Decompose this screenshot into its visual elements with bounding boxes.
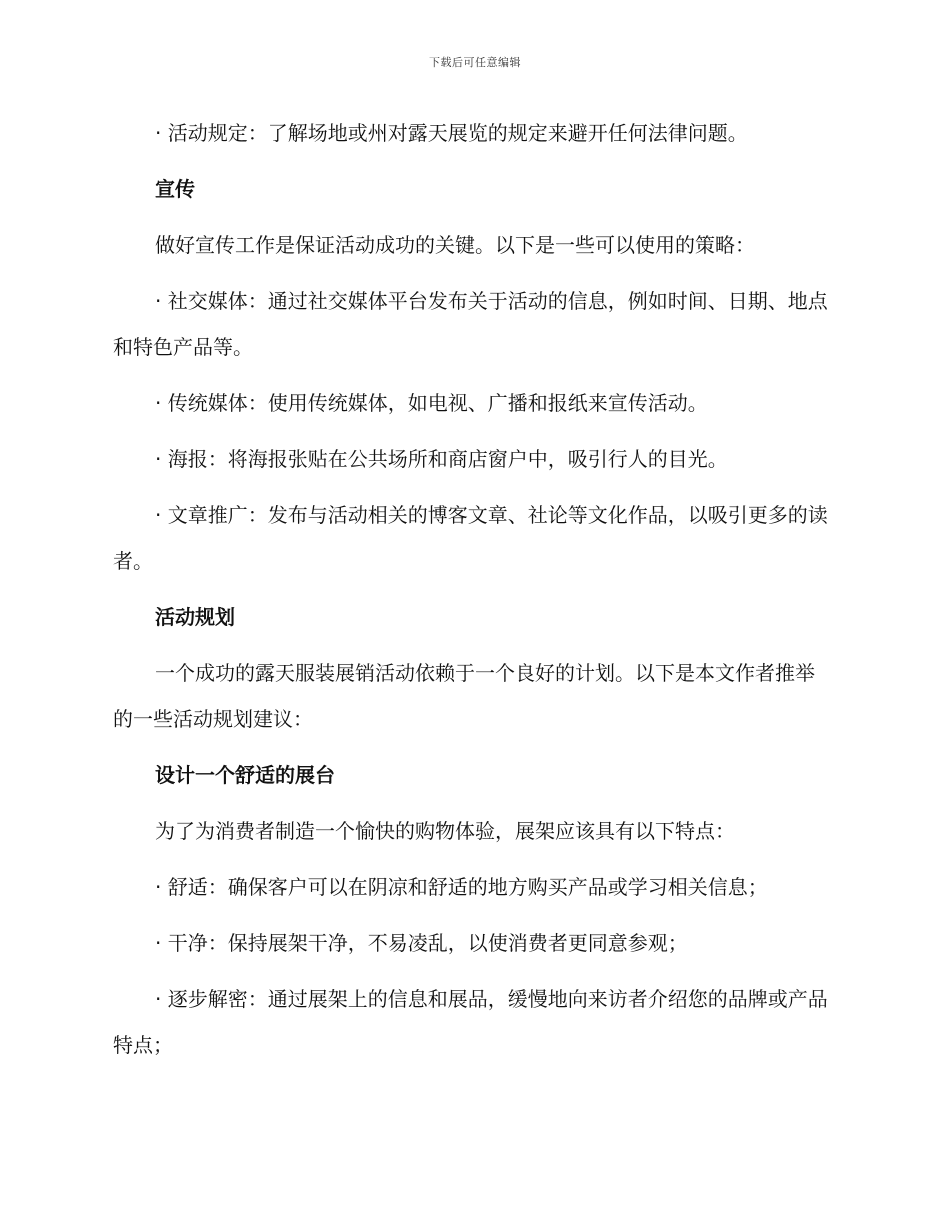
bullet-gradual-reveal: · 逐步解密：通过展架上的信息和展品，缓慢地向来访者介绍您的品牌或产品特点；: [113, 987, 828, 1057]
bullet-social-media: · 社交媒体：通过社交媒体平台发布关于活动的信息，例如时间、日期、地点和特色产品等。: [113, 289, 828, 359]
document-body: [113, 110, 833, 1078]
bullet-clean: · 干净：保持展架干净，不易凌乱，以使消费者更同意参观；: [155, 931, 688, 955]
bullet-activity-rules: · 活动规定：了解场地或州对露天展览的规定来避开任何法律问题。: [155, 121, 748, 145]
header-note: 下载后可任意编辑: [429, 56, 521, 69]
heading-booth-design: 设计一个舒适的展台: [155, 763, 335, 787]
bullet-article-promotion: · 文章推广：发布与活动相关的博客文章、社论等文化作品，以吸引更多的读者。: [113, 503, 828, 573]
planning-intro: 一个成功的露天服装展销活动依赖于一个良好的计划。以下是本文作者推举的一些活动规划建议：: [113, 661, 815, 731]
booth-intro: 为了为消费者制造一个愉快的购物体验，展架应该具有以下特点：: [155, 819, 735, 843]
heading-promotion: 宣传: [155, 177, 195, 201]
bullet-posters: · 海报：将海报张贴在公共场所和商店窗户中，吸引行人的目光。: [155, 447, 728, 471]
heading-activity-planning: 活动规划: [155, 605, 235, 629]
bullet-traditional-media: · 传统媒体：使用传统媒体，如电视、广播和报纸来宣传活动。: [155, 391, 708, 415]
promotion-intro: 做好宣传工作是保证活动成功的关键。以下是一些可以使用的策略：: [155, 233, 755, 257]
bullet-comfort: · 舒适：确保客户可以在阴凉和舒适的地方购买产品或学习相关信息；: [155, 875, 768, 899]
